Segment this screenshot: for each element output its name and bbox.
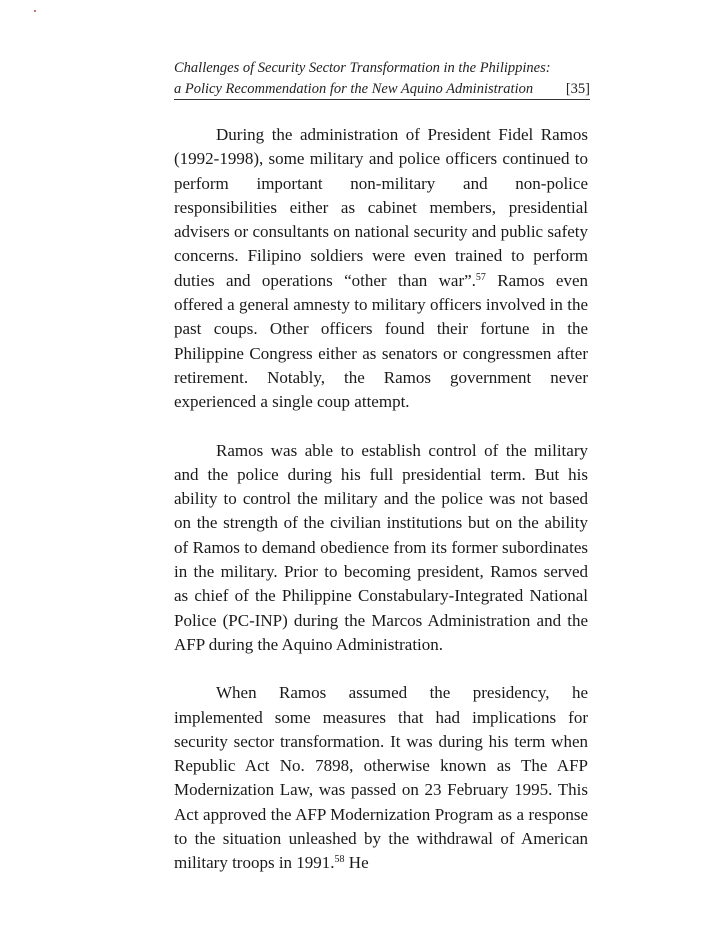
body-text — [174, 123, 588, 900]
footnote-ref-57: 57 — [475, 271, 486, 283]
paragraph-text: When Ramos assumed the presidency, he implemented some measures that had implications for security sector transformation. It was during his term when Republic Act No. 7898, otherwise known as The AFP Modernization Law, was passed on 23 February 1995. This Act approved the AFP Modernization Program as a response to the situation unleashed by the withdrawal of American military troops in 1991. — [174, 683, 588, 873]
header-title-line-1: Challenges of Security Sector Transformation in the Philippines: — [174, 60, 551, 76]
paragraph-text: During the administration of President Fidel Ramos (1992-1998), some military and police officers continued to perform important non-military and non-police responsibilities either as cabinet members, presidential advisers or consultants on national security and public safety concerns. Filipino soldiers were even trained to perform duties and operations “other than war”. — [174, 125, 588, 290]
header-rule — [174, 99, 590, 100]
paragraph-ramos-administration — [174, 123, 588, 415]
header-title-line-2: a Policy Recommendation for the New Aquino Administration — [174, 81, 534, 97]
paragraph-text: Ramos was able to establish control of the military and the police during his full presidential term. But his ability to control the military and the police was not based on the strength of the civilian institutions but on the ability of Ramos to demand obedience from its former subordinates in the military. Prior to becoming president, Ramos served as chief of the Philippine Constabulary-Integrated National Police (PC-INP) during the Marcos Administration and the AFP during the Aquino Administration. — [174, 440, 588, 654]
paragraph-text-continued: He — [344, 853, 369, 873]
paragraph-ramos-control — [174, 439, 588, 658]
footnote-ref-58: 58 — [334, 854, 345, 866]
paragraph-ramos-presidency — [174, 681, 588, 875]
page-number: [35] — [565, 81, 590, 97]
corner-mark — [34, 10, 36, 12]
running-header — [174, 58, 590, 100]
paragraph-text-continued: Ramos even offered a general amnesty to military officers involved in the past coups. Other officers found their fortune in the Philippine Congress either as senators or congressmen after retirement. Notably, the Ramos government never experienced a single coup attempt. — [174, 270, 588, 412]
